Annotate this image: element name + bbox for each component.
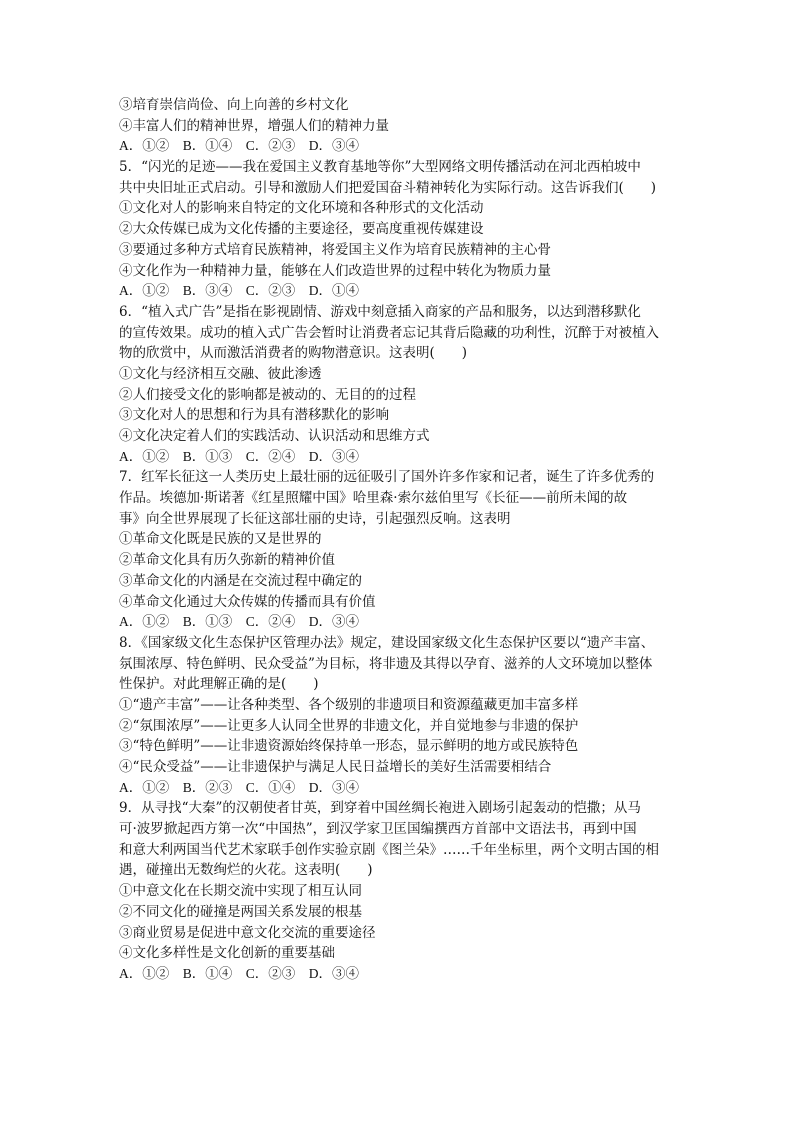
option-line: ①文化对人的影响来自特定的文化环境和各种形式的文化活动 [119,200,484,217]
option-line: ③商业贸易是促进中意文化交流的重要途径 [119,924,376,941]
answer-choices-q6: A．①② B．①③ C．②④ D．③④ [119,448,360,464]
question-9-stem: 和意大利两国当代艺术家联手创作实验京剧《图兰朵》……千年坐标里，两个文明古国的相 [119,841,659,858]
question-8-stem: 氛围浓厚、特色鲜明、民众受益”为目标，将非遗及其得以孕育、滋养的人文环境加以整体 [119,655,653,672]
option-line: ①文化与经济相互交融、彼此渗透 [119,365,322,382]
option-line: ①中意文化在长期交流中实现了相互认同 [119,883,362,900]
option-line: ④“民众受益”——让非遗保护与满足人民日益增长的美好生活需要相结合 [119,759,552,775]
answer-choices-q4: A．①② B．①④ C．②③ D．③④ [119,138,360,154]
question-7-stem: 作品。埃德加·斯诺著《红星照耀中国》哈里森·索尔兹伯里写《长征——前所未闻的故 [119,490,628,507]
question-8-stem: 性保护。对此理解正确的是( ) [119,676,319,693]
document-text [119,95,679,985]
option-line: ②“氛围浓厚”——让更多人认同全世界的非遗文化，并自觉地参与非遗的保护 [119,717,579,734]
option-line: ③培育崇信尚俭、向上向善的乡村文化 [119,97,349,113]
answer-choices-q5: A．①② B．③④ C．②③ D．①④ [119,283,360,299]
question-5-stem: 共中央旧址正式启动。引导和激励人们把爱国奋斗精神转化为实际行动。这告诉我们( ) [119,179,657,196]
option-line: ①革命文化既是民族的又是世界的 [119,531,322,548]
option-line: ②革命文化具有历久弥新的精神价值 [119,552,335,569]
answer-choices-q7: A．①② B．①③ C．②④ D．③④ [119,614,360,630]
answer-choices-q9: A．①② B．①④ C．②③ D．③④ [119,965,360,981]
option-line: ②人们接受文化的影响都是被动的、无目的的过程 [119,386,416,403]
question-9-stem: 遇，碰撞出无数绚烂的火花。这表明( ) [119,862,373,879]
option-line: ③要通过多种方式培育民族精神，将爱国主义作为培育民族精神的主心骨 [119,241,551,258]
option-line: ④文化多样性是文化创新的重要基础 [119,945,335,962]
question-6-stem: 6．“植入式广告”是指在影视剧情、游戏中刻意插入商家的产品和服务，以达到潜移默化 [119,303,641,320]
option-line: ③“特色鲜明”——让非遗资源始终保持单一形态，显示鲜明的地方或民族特色 [119,738,579,755]
option-line: ④文化决定着人们的实践活动、认识活动和思维方式 [119,428,430,444]
option-line: ④文化作为一种精神力量，能够在人们改造世界的过程中转化为物质力量 [119,262,551,279]
question-6-stem: 的宣传效果。成功的植入式广告会暂时让消费者忘记其背后隐藏的功利性，沉醉于对被植入 [119,324,659,341]
question-5-stem: 5．“闪光的足迹——我在爱国主义教育基地等你”大型网络文明传播活动在河北西柏坡中 [119,159,641,176]
option-line: ③革命文化的内涵是在交流过程中确定的 [119,572,362,589]
option-line: ③文化对人的思想和行为具有潜移默化的影响 [119,407,389,424]
option-line: ④革命文化通过大众传媒的传播而具有价值 [119,593,376,610]
option-line: ②不同文化的碰撞是两国关系发展的根基 [119,903,362,920]
question-6-stem: 物的欣赏中，从而激活消费者的购物潜意识。这表明( ) [119,345,468,362]
question-7-stem: 7．红军长征这一人类历史上最壮丽的远征吸引了国外许多作家和记者，诞生了许多优秀的 [119,469,655,486]
option-line: ①“遗产丰富”——让各种类型、各个级别的非遗项目和资源蕴藏更加丰富多样 [119,696,579,713]
question-8-stem: 8．《国家级文化生态保护区管理办法》规定，建设国家级文化生态保护区要以“遗产丰富、 [119,634,655,651]
option-line: ②大众传媒已成为文化传播的主要途径，要高度重视传媒建设 [119,221,484,238]
answer-choices-q8: A．①② B．②③ C．①④ D．③④ [119,779,360,795]
question-7-stem: 事》向全世界展现了长征这部壮丽的史诗，引起强烈反响。这表明 [119,510,511,527]
question-9-stem: 9．从寻找“大秦”的汉朝使者甘英，到穿着中国丝绸长袍进入剧场引起轰动的恺撒；从马 [119,800,641,817]
option-line: ④丰富人们的精神世界，增强人们的精神力量 [119,117,389,134]
question-9-stem: 可·波罗掀起西方第一次“中国热”，到汉学家卫匡国编撰西方首部中文语法书，再到中国 [119,821,637,838]
